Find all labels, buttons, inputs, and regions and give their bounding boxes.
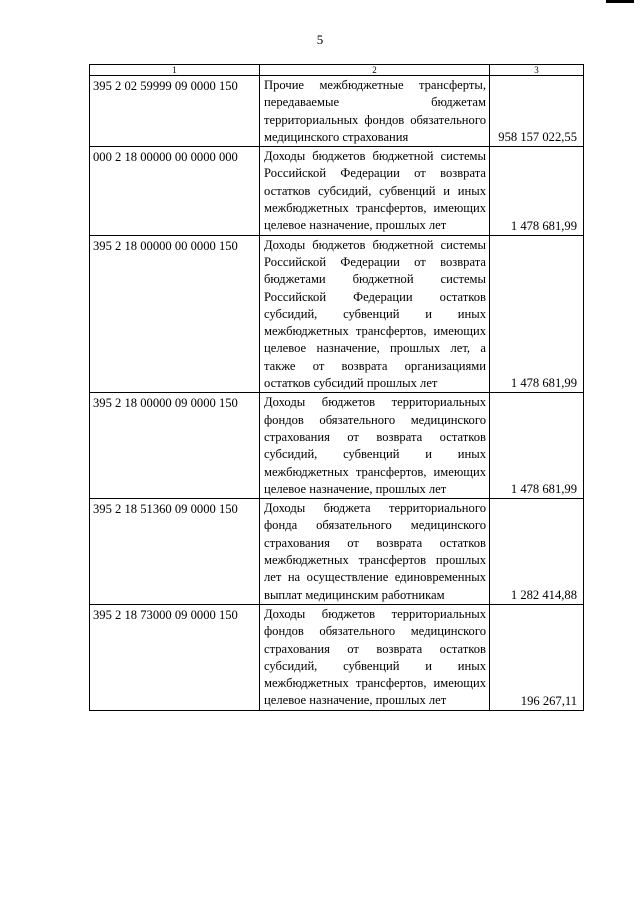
income-description: Прочие межбюджетные трансферты, передаваемые бюджетам территориальных фондов обязательного медицинского страхования: [264, 78, 486, 144]
column-header-1: 1: [90, 65, 260, 76]
code-cell: [90, 604, 260, 710]
code-cell: [90, 76, 260, 147]
amount-cell: [490, 147, 584, 235]
column-header-2: 2: [260, 65, 490, 76]
amount-cell: [490, 76, 584, 147]
budget-code: 395 2 02 59999 09 0000 150: [93, 79, 238, 93]
income-description: Доходы бюджетов бюджетной системы Российской Федерации от возврата остатков субсидий, субвенций и иных межбюджетных трансфертов, имеющих целевое назначение, прошлых лет: [264, 149, 486, 233]
budget-code: 395 2 18 51360 09 0000 150: [93, 502, 238, 517]
description-cell: [260, 499, 490, 605]
table-row: [90, 76, 584, 147]
description-cell: [260, 147, 490, 235]
code-cell: [90, 393, 260, 499]
description-cell: [260, 76, 490, 147]
column-header-3: 3: [490, 65, 584, 76]
budget-code: 395 2 18 00000 09 0000 150: [93, 396, 238, 411]
table-row: [90, 147, 584, 235]
income-description: Доходы бюджетов территориальных фондов обязательного медицинского страхования от возврата остатков субсидий, субвенций и иных межбюджетных трансфертов, имеющих целевое назначение, прошлых лет: [264, 395, 486, 496]
amount-cell: [490, 393, 584, 499]
code-cell: [90, 147, 260, 235]
page-number: 5: [316, 32, 324, 47]
code-cell: [90, 235, 260, 393]
budget-code: 395 2 18 73000 09 0000 150: [93, 607, 238, 622]
description-cell: [260, 604, 490, 710]
budget-code: 395 2 18 00000 00 0000 150: [93, 238, 238, 253]
income-description: Доходы бюджета территориального фонда обязательного медицинского страхования от возврата остатков межбюджетных трансфертов прошлых лет на осуществление единовременных выплат медицинским работникам: [264, 501, 486, 602]
income-description: Доходы бюджетов территориальных фондов обязательного медицинского страхования от возврата остатков субсидий, субвенций и иных межбюджетных трансфертов, имеющих целевое назначение, прошлых лет: [264, 606, 486, 708]
table-row: [90, 393, 584, 499]
budget-table: [89, 64, 584, 711]
income-amount: 196 267,11: [520, 693, 577, 708]
table-row: [90, 499, 584, 605]
amount-cell: [490, 499, 584, 605]
table-row: [90, 604, 584, 710]
code-cell: [90, 499, 260, 605]
income-amount: 1 478 681,99: [510, 482, 577, 497]
scan-corner-mark: [606, 0, 634, 3]
income-amount: 1 478 681,99: [510, 376, 577, 391]
budget-code: 000 2 18 00000 00 0000 000: [93, 150, 238, 165]
table-header-row: [90, 65, 584, 76]
income-amount: 958 157 022,55: [498, 130, 577, 145]
income-amount: 1 282 414,88: [510, 587, 577, 602]
description-cell: [260, 393, 490, 499]
amount-cell: [490, 235, 584, 393]
table-row: [90, 235, 584, 393]
income-amount: 1 478 681,99: [510, 218, 577, 233]
amount-cell: [490, 604, 584, 710]
income-description: Доходы бюджетов бюджетной системы Российской Федерации от возврата бюджетами бюджетной системы Российской Федерации остатков субсидий, субвенций и иных межбюджетных трансфертов, имеющих целевое назначение, прошлых лет, а также от возврата организациями остатков субсидий прошлых лет: [264, 237, 486, 391]
description-cell: [260, 235, 490, 393]
